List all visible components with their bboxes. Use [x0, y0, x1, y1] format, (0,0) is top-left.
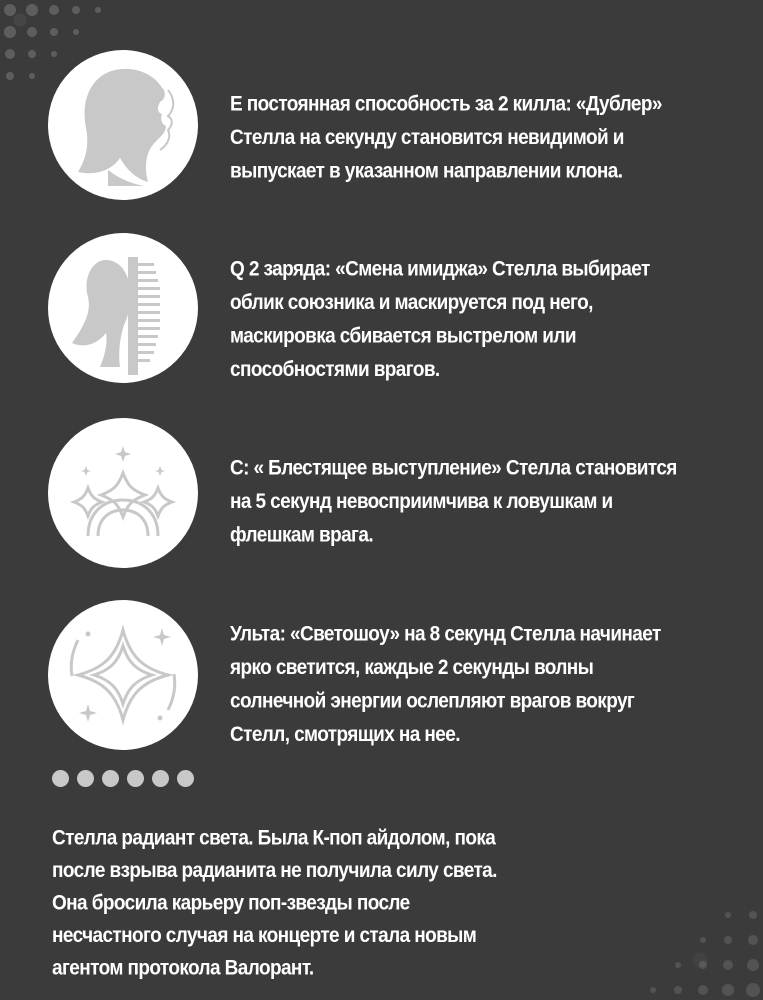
- text-line: флешкам врага.: [230, 523, 373, 548]
- ability-q-icon-circle: [48, 233, 198, 383]
- ability-x: [48, 600, 748, 750]
- text-line: Ульта: «Светошоу» на 8 секунд Стелла начинает: [230, 622, 661, 646]
- text-line: агентом протокола Валорант.: [52, 956, 314, 980]
- text-line: после взрыва радианита не получила силу света.: [52, 858, 497, 883]
- ability-e-icon-circle: [48, 50, 198, 200]
- text-line: способностями врагов.: [230, 358, 440, 382]
- text-line: ярко светится, каждые 2 секунды волны: [230, 656, 594, 680]
- text-line: Стелла на секунду становится невидимой и: [230, 126, 624, 150]
- ability-c-icon-circle: [48, 418, 198, 568]
- text-line: Она бросила карьеру поп-звезды после: [52, 891, 410, 915]
- ability-q-description: [230, 253, 748, 387]
- ability-x-description: [230, 618, 748, 752]
- divider-dot: [52, 770, 69, 787]
- divider-dot: [77, 770, 94, 787]
- text-line: облик союзника и маскируется под него,: [230, 291, 593, 315]
- divider-dot: [177, 770, 194, 787]
- text-line: несчастного случая на концерте и стала новым: [52, 923, 477, 948]
- text-line: выпускает в указанном направлении клона.: [230, 159, 623, 184]
- big-star-sparkle-icon: [48, 600, 198, 750]
- ability-c-description: [230, 452, 748, 553]
- ability-x-icon-circle: [48, 600, 198, 750]
- woman-silhouette-icon: [48, 50, 198, 200]
- agent-bio: [52, 822, 732, 984]
- ability-e-description: [230, 88, 748, 189]
- ability-e: [48, 50, 748, 200]
- text-line: на 5 секунд невосприимчива к ловушкам и: [230, 490, 613, 514]
- text-line: E постоянная способность за 2 килла: «Дублер»: [230, 92, 662, 116]
- text-line: маскировка сбивается выстрелом или: [230, 324, 576, 349]
- divider-dot: [102, 770, 119, 787]
- text-line: Стелл, смотрящих на нее.: [230, 723, 460, 747]
- ability-c: [48, 418, 748, 568]
- divider-dot: [127, 770, 144, 787]
- ability-q: [48, 233, 748, 383]
- dot-divider: [52, 770, 194, 787]
- text-line: Стелла радиант света. Была К-поп айдолом, пока: [52, 826, 496, 850]
- text-line: C: « Блестящее выступление» Стелла становится: [230, 456, 677, 480]
- woman-comb-icon: [48, 233, 198, 383]
- tiara-sparkles-icon: [48, 418, 198, 568]
- text-line: солнечной энергии ослепляют врагов вокруг: [230, 689, 635, 714]
- text-line: Q 2 заряда: «Смена имиджа» Стелла выбирает: [230, 257, 650, 281]
- divider-dot: [152, 770, 169, 787]
